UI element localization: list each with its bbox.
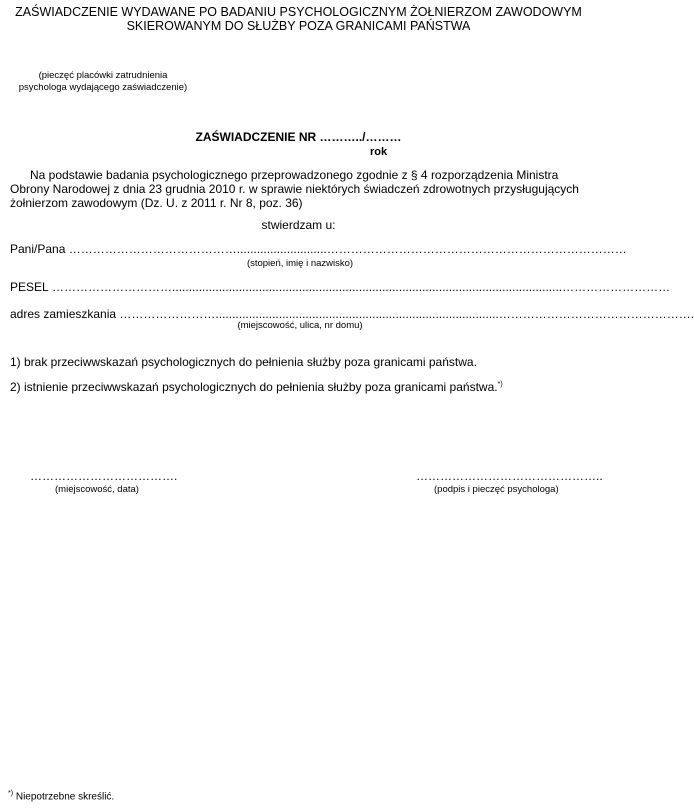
certificate-year-label: rok <box>370 146 388 158</box>
option-2 <box>10 380 590 394</box>
footnote-text: Niepotrzebne skreślić. <box>13 791 115 803</box>
signature-dots[interactable]: ……………………………………….. <box>416 469 603 483</box>
certificate-title: ZAŚWIADCZENIE NR ………../……… <box>195 130 402 144</box>
footnote-mark: *) <box>8 790 14 797</box>
place-date-hint: (miejscowość, data) <box>55 484 139 495</box>
option-2-mark: *) <box>497 381 503 388</box>
stamp-placeholder <box>8 70 198 94</box>
stamp-line-1: (pieczęć placówki zatrudnienia <box>38 70 168 81</box>
footnote <box>8 790 114 802</box>
pesel-label: PESEL <box>10 280 49 294</box>
address-field[interactable] <box>10 307 694 321</box>
address-hint: (miejscowość, ulica, nr domu) <box>237 320 363 331</box>
pesel-dots[interactable]: ………………………….....................................................................................................................……………………… <box>52 280 671 294</box>
signature-hint: (podpis i pieczęć psychologa) <box>434 484 559 495</box>
address-dots[interactable]: …………………….....................................................................................…………………………………………. <box>119 307 694 321</box>
name-label: Pani/Pana <box>10 242 66 256</box>
stwierdzam-label: stwierdzam u: <box>261 218 336 232</box>
name-field[interactable] <box>10 242 627 256</box>
option-1: 1) brak przeciwwskazań psychologicznych do pełnienia służby poza granicami państwa. <box>10 355 477 369</box>
option-2-text: 2) istnienie przeciwwskazań psychologicznych do pełnienia służby poza granicami państwa. <box>10 380 498 394</box>
basis-paragraph: Na podstawie badania psychologicznego przeprowadzonego zgodnie z § 4 rozporządzenia Ministra Obrony Narodowej z dnia 23 grudnia 2010 r. w sprawie niektórych świadczeń zdrowotnych przysługujących żołnierzom zawodowym (Dz. U. z 2011 r. Nr 8, poz. 36) <box>10 168 579 210</box>
stamp-line-2: psychologa wydającego zaświadczenie) <box>18 82 188 93</box>
place-date-dots[interactable]: ………………………………. <box>30 469 178 483</box>
document-header <box>0 5 597 33</box>
header-line-1: ZAŚWIADCZENIE WYDAWANE PO BADANIU PSYCHOLOGICZNYM ŻOŁNIERZOM ZAWODOWYM <box>15 5 582 19</box>
header-line-2: SKIEROWANYM DO SŁUŻBY POZA GRANICAMI PAŃSTWA <box>126 19 471 33</box>
name-hint: (stopień, imię i nazwisko) <box>246 258 354 269</box>
address-label: adres zamieszkania <box>10 307 117 321</box>
name-dots[interactable]: ……………………………………...........................………………………………………………………………… <box>68 242 627 256</box>
pesel-field[interactable] <box>10 280 671 294</box>
